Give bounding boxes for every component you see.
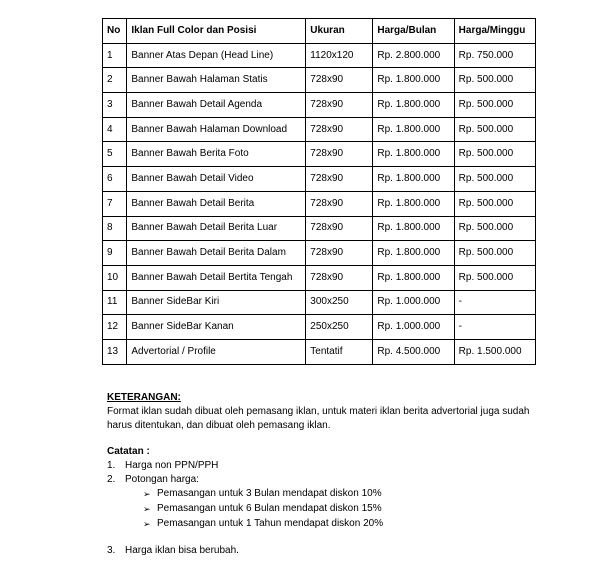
arrow-bullet-icon: ➢ [143,519,151,529]
ad-position: Banner Bawah Berita Foto [127,142,306,167]
row-number: 10 [103,265,127,290]
ad-size: 728x90 [306,191,373,216]
keterangan-heading: KETERANGAN: [107,392,181,403]
ad-size: 728x90 [306,142,373,167]
table-row [103,117,536,142]
header-no: No [103,19,127,44]
table-row [103,265,536,290]
discount-item [143,487,577,501]
keterangan-text: Format iklan sudah dibuat oleh pemasang iklan, untuk materi iklan berita advertorial juga sudah harus ditentukan, dan dibuat oleh pemasang iklan. [107,406,530,431]
table-row [103,290,536,315]
catatan-item [107,459,577,473]
ad-size: 728x90 [306,265,373,290]
ad-position: Advertorial / Profile [127,339,306,364]
ad-position: Banner Atas Depan (Head Line) [127,43,306,68]
price-per-week: Rp. 500.000 [454,241,535,266]
price-per-week: Rp. 750.000 [454,43,535,68]
price-per-week: Rp. 500.000 [454,68,535,93]
catatan-item-number: 2. [107,474,116,485]
table-row [103,191,536,216]
row-number: 4 [103,117,127,142]
ad-size: 728x90 [306,167,373,192]
ad-position: Banner SideBar Kiri [127,290,306,315]
discount-item-text: Pemasangan untuk 3 Bulan mendapat diskon 10% [157,488,382,499]
price-per-week: Rp. 500.000 [454,142,535,167]
price-per-month: Rp. 1.800.000 [373,241,454,266]
price-per-week: - [454,315,535,340]
price-per-month: Rp. 1.000.000 [373,290,454,315]
price-per-month: Rp. 4.500.000 [373,339,454,364]
ad-size: 250x250 [306,315,373,340]
table-row [103,142,536,167]
table-row [103,315,536,340]
ad-position: Banner Bawah Detail Agenda [127,93,306,118]
price-per-week: Rp. 500.000 [454,191,535,216]
ad-position: Banner Bawah Detail Video [127,167,306,192]
price-per-month: Rp. 1.800.000 [373,167,454,192]
row-number: 2 [103,68,127,93]
ad-size: 728x90 [306,68,373,93]
price-per-month: Rp. 2.800.000 [373,43,454,68]
table-row [103,43,536,68]
price-per-month: Rp. 1.800.000 [373,68,454,93]
arrow-bullet-icon: ➢ [143,489,151,499]
catatan-item-text: Potongan harga: [125,474,199,485]
price-per-week: Rp. 500.000 [454,216,535,241]
catatan-item-text: Harga non PPN/PPH [125,460,219,471]
catatan-item [107,473,577,487]
row-number: 7 [103,191,127,216]
header-price-week: Harga/Minggu [454,19,535,44]
price-per-month: Rp. 1.800.000 [373,117,454,142]
row-number: 6 [103,167,127,192]
row-number: 8 [103,216,127,241]
catatan-item-number: 1. [107,460,116,471]
table-row [103,339,536,364]
ad-rate-table [102,18,536,365]
price-per-month: Rp. 1.000.000 [373,315,454,340]
table-row [103,216,536,241]
price-per-month: Rp. 1.800.000 [373,191,454,216]
price-per-week: Rp. 500.000 [454,167,535,192]
row-number: 5 [103,142,127,167]
row-number: 11 [103,290,127,315]
row-number: 9 [103,241,127,266]
ad-size: 728x90 [306,93,373,118]
ad-position: Banner Bawah Detail Bertita Tengah [127,265,306,290]
price-per-week: Rp. 1.500.000 [454,339,535,364]
ad-position: Banner Bawah Halaman Statis [127,68,306,93]
row-number: 1 [103,43,127,68]
table-row [103,241,536,266]
ad-position: Banner Bawah Halaman Download [127,117,306,142]
discount-list [107,487,577,531]
row-number: 3 [103,93,127,118]
price-per-week: Rp. 500.000 [454,117,535,142]
row-number: 13 [103,339,127,364]
ad-size: 300x250 [306,290,373,315]
header-ad-position: Iklan Full Color dan Posisi [127,19,306,44]
catatan-heading: Catatan : [107,446,150,457]
ad-position: Banner Bawah Detail Berita Dalam [127,241,306,266]
table-header-row [103,19,536,44]
table-row [103,167,536,192]
discount-item [143,517,577,531]
discount-item-text: Pemasangan untuk 1 Tahun mendapat diskon 20% [157,518,384,529]
price-per-month: Rp. 1.800.000 [373,142,454,167]
notes-section [107,391,577,558]
discount-item [143,502,577,516]
table-row [103,93,536,118]
catatan-item-text: Harga iklan bisa berubah. [125,545,239,556]
header-price-month: Harga/Bulan [373,19,454,44]
price-per-month: Rp. 1.800.000 [373,216,454,241]
ad-position: Banner Bawah Detail Berita [127,191,306,216]
ad-position: Banner Bawah Detail Berita Luar [127,216,306,241]
price-per-month: Rp. 1.800.000 [373,265,454,290]
ad-size: Tentatif [306,339,373,364]
price-per-week: Rp. 500.000 [454,265,535,290]
ad-size: 728x90 [306,117,373,142]
price-per-month: Rp. 1.800.000 [373,93,454,118]
price-per-week: - [454,290,535,315]
ad-size: 728x90 [306,241,373,266]
table-row [103,68,536,93]
ad-size: 1120x120 [306,43,373,68]
row-number: 12 [103,315,127,340]
discount-item-text: Pemasangan untuk 6 Bulan mendapat diskon 15% [157,503,382,514]
ad-size: 728x90 [306,216,373,241]
ad-position: Banner SideBar Kanan [127,315,306,340]
table-body [103,43,536,364]
header-size: Ukuran [306,19,373,44]
catatan-item [107,544,577,558]
price-per-week: Rp. 500.000 [454,93,535,118]
arrow-bullet-icon: ➢ [143,504,151,514]
catatan-item-number: 3. [107,545,116,556]
